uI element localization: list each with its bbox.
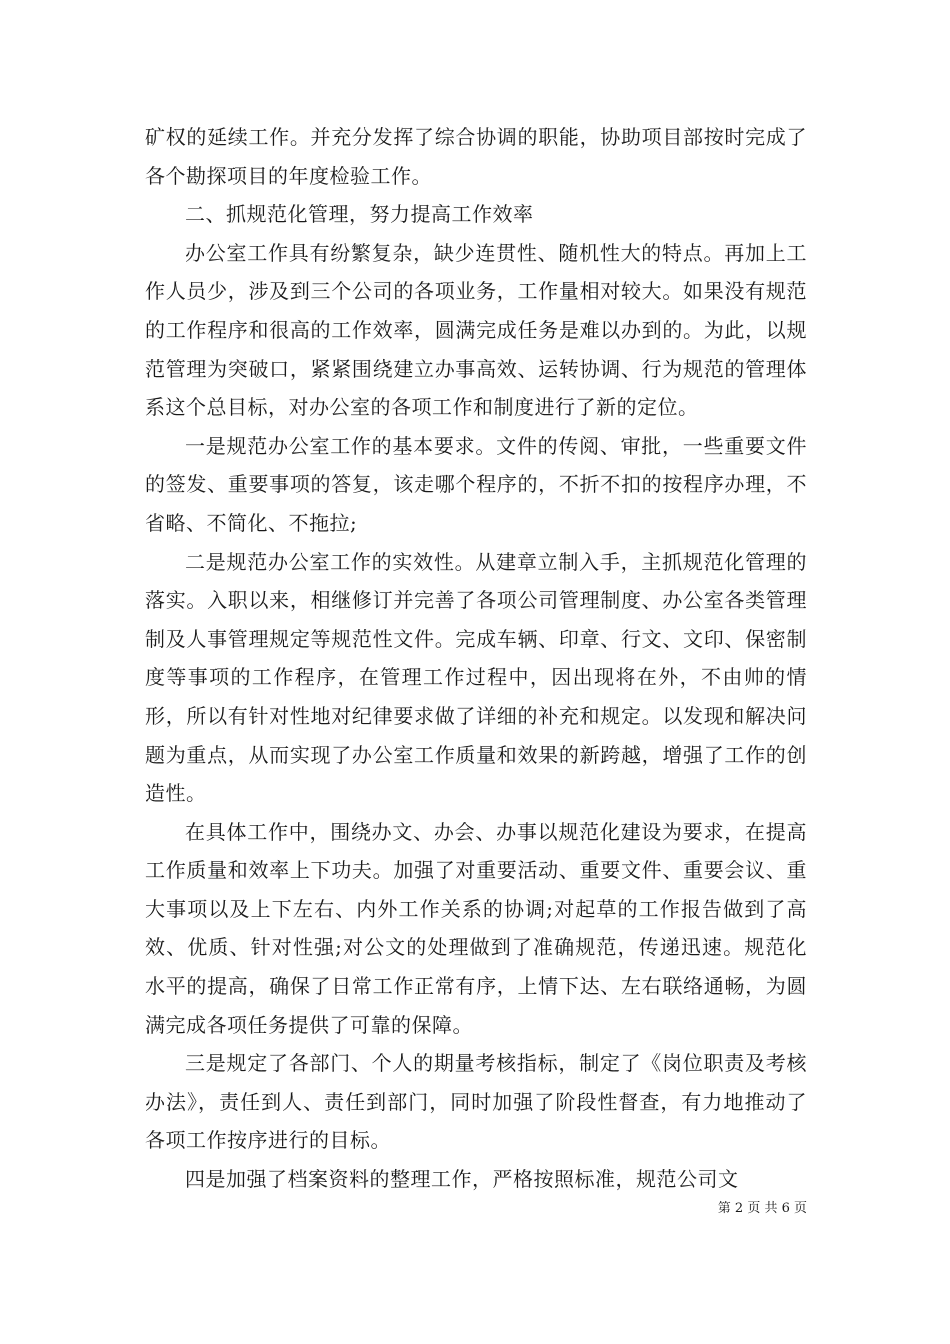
paragraph: 办公室工作具有纷繁复杂，缺少连贯性、随机性大的特点。再加上工作人员少，涉及到三个公司的各项业务，工作量相对较大。如果没有规范的工作程序和很高的工作效率，圆满完成任务是难以办到的。为此，以规范管理为突破口，紧紧围绕建立办事高效、运转协调、行为规范的管理体系这个总目标，对办公室的各项工作和制度进行了新的定位。 — [145, 240, 807, 420]
page-number: 第 2 页 共 6 页 — [717, 1201, 807, 1216]
section-heading: 二、抓规范化管理，努力提高工作效率 — [185, 202, 534, 227]
paragraph: 一是规范办公室工作的基本要求。文件的传阅、审批，一些重要文件的签发、重要事项的答复，该走哪个程序的，不折不扣的按程序办理，不省略、不简化、不拖拉; — [145, 433, 807, 535]
paragraph-continuation: 矿权的延续工作。并充分发挥了综合协调的职能，协助项目部按时完成了各个勘探项目的年度检验工作。 — [145, 125, 807, 188]
page-footer — [718, 1200, 807, 1218]
paragraph: 在具体工作中，围绕办文、办会、办事以规范化建设为要求，在提高工作质量和效率上下功夫。加强了对重要活动、重要文件、重要会议、重大事项以及上下左右、内外工作关系的协调;对起草的工作报告做到了高效、优质、针对性强;对公文的处理做到了准确规范，传递迅速。规范化水平的提高，确保了日常工作正常有序，上情下达、左右联络通畅，为圆满完成各项任务提供了可靠的保障。 — [145, 819, 807, 1037]
paragraph: 二是规范办公室工作的实效性。从建章立制入手，主抓规范化管理的落实。入职以来，相继修订并完善了各项公司管理制度、办公室各类管理制及人事管理规定等规范性文件。完成车辆、印章、行文、文印、保密制度等事项的工作程序，在管理工作过程中，因出现将在外，不由帅的情形，所以有针对性地对纪律要求做了详细的补充和规定。以发现和解决问题为重点，从而实现了办公室工作质量和效果的新跨越，增强了工作的创造性。 — [145, 549, 807, 806]
paragraph: 四是加强了档案资料的整理工作，严格按照标准，规范公司文 — [185, 1167, 739, 1192]
paragraph: 三是规定了各部门、个人的期量考核指标，制定了《岗位职责及考核办法》，责任到人、责任到部门，同时加强了阶段性督查，有力地推动了各项工作按序进行的目标。 — [145, 1051, 807, 1153]
document-body — [145, 118, 807, 1199]
